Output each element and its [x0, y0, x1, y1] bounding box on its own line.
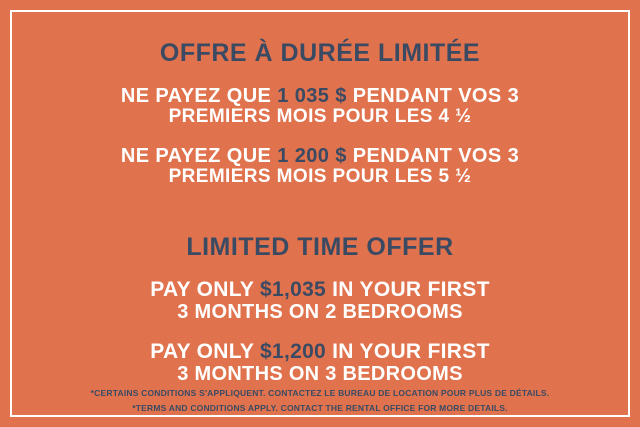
english-offer-1-line1	[150, 279, 489, 302]
french-offer-1-suffix: PENDANT VOS 3	[352, 84, 520, 107]
french-offer-2-line2: PREMIERS MOIS POUR LES 5 ½	[168, 166, 472, 188]
english-offer-1-line2: 3 MONTHS ON 2 BEDROOMS	[177, 300, 463, 323]
french-offer-2-price: 1 200 $	[277, 144, 347, 167]
french-offer-2-prefix: NE PAYEZ QUE	[120, 144, 272, 167]
english-offer-2-line1	[150, 341, 489, 364]
french-offer-2	[121, 146, 519, 188]
english-headline: LIMITED TIME OFFER	[186, 232, 454, 261]
french-offer-1-price: 1 035 $	[277, 84, 347, 107]
english-offer-2	[150, 341, 489, 385]
french-offer-2-line1	[121, 146, 519, 168]
poster-content	[10, 10, 630, 417]
french-offer-1-prefix: NE PAYEZ QUE	[120, 84, 272, 107]
french-headline: OFFRE À DURÉE LIMITÉE	[159, 39, 481, 67]
english-offer-1-prefix: PAY ONLY	[150, 278, 254, 302]
french-offer-1	[121, 86, 519, 128]
english-offer-2-suffix: IN YOUR FIRST	[332, 340, 490, 364]
english-offer-1-price: $1,035	[260, 278, 327, 302]
french-offer-1-line2: PREMIERS MOIS POUR LES 4 ½	[168, 106, 472, 128]
fine-print	[91, 386, 550, 425]
english-offer-2-line2: 3 MONTHS ON 3 BEDROOMS	[177, 363, 463, 386]
english-offer-2-prefix: PAY ONLY	[150, 340, 254, 364]
english-offer-2-price: $1,200	[260, 340, 327, 364]
english-offer-1-suffix: IN YOUR FIRST	[332, 278, 490, 302]
french-offer-2-suffix: PENDANT VOS 3	[352, 144, 520, 167]
fine-print-french: *CERTAINS CONDITIONS S'APPLIQUENT. CONTACTEZ LE BUREAU DE LOCATION POUR PLUS DE DÉTAILS.	[90, 387, 550, 398]
english-offer-1	[150, 279, 489, 323]
french-offer-1-line1	[121, 86, 519, 108]
fine-print-english: *TERMS AND CONDITIONS APPLY. CONTACT THE RENTAL OFFICE FOR MORE DETAILS.	[132, 403, 508, 414]
